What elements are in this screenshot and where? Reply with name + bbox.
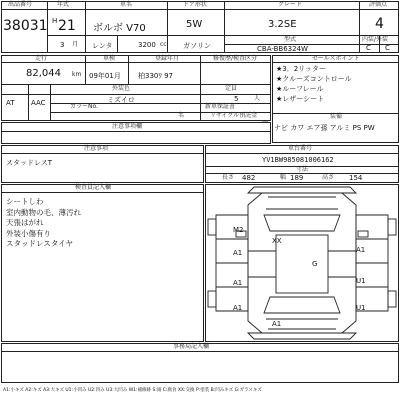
sales-point-item: ★クルーズコントロール <box>276 75 352 83</box>
make-label: 車名 <box>120 1 133 8</box>
interior-exterior-label: 内装/外装 <box>362 36 389 43</box>
model-year: 21 <box>58 18 76 34</box>
exterior-color: ミズイロ <box>107 96 135 104</box>
inspector-notes-list <box>6 197 81 250</box>
notice-text: スタッドレスT <box>6 159 53 167</box>
inspection-date: 09年01月 <box>89 72 121 80</box>
sales-point-item: ★ルーフレール <box>276 85 324 93</box>
damage-mark: A1 <box>356 246 366 254</box>
equipment-label: 装備 <box>330 113 343 120</box>
usage-type: レンタ <box>92 42 113 50</box>
auction-score: 4 <box>375 16 384 32</box>
notice-label: 注意事項 <box>84 145 109 152</box>
capacity-unit: 人 <box>254 95 261 102</box>
model-code: CBA-BB6324W <box>257 45 308 53</box>
equipment-list: ナビ カワ エア孫 アルミ PS PW <box>274 124 375 132</box>
sales-point-item: ★レザーシート <box>276 95 325 103</box>
recycle-label: リサイクル預託金 <box>210 112 258 119</box>
inspection-label: 車検 <box>103 55 116 62</box>
length-value: 482 <box>242 174 256 182</box>
length-label: 長さ <box>222 174 235 181</box>
sales-points-label: セールスポイント <box>312 55 360 62</box>
new-car-label: 新車保証書 <box>205 103 236 110</box>
capacity-value: 5 <box>234 95 239 103</box>
mileage-label: 走行 <box>35 55 48 62</box>
model-code-label: 型式 <box>284 36 297 43</box>
lot-number: 38031 <box>3 18 48 34</box>
displacement: 3200 <box>138 41 156 49</box>
exterior-grade: C <box>385 44 390 52</box>
score-label: 評価点 <box>369 1 388 8</box>
owner-memo-label: 注意事項欄 <box>112 123 143 130</box>
height-value: 154 <box>349 174 363 182</box>
mileage-unit: km <box>72 71 82 78</box>
registration-plate: 柏330ﾜ 97 <box>138 72 173 80</box>
capacity-label: 定員 <box>225 85 238 92</box>
damage-mark: U1 <box>356 277 366 285</box>
chassis-label: 車台番号 <box>288 145 313 152</box>
damage-mark: U1 <box>356 304 366 312</box>
registration-label: 登録年月 <box>155 55 180 62</box>
damage-mark: XX <box>272 237 282 245</box>
car-diagram <box>206 185 398 341</box>
damage-legend: A1:小キズ A2:キズ A3:大キズ U1:小凹み U2:凹み U3:大凹み W1:補修跡 S:錆 C:腐食 XX:交換 P:塗装 B:凹みキズ G:ガラスキズ <box>3 388 262 393</box>
interior-grade: C <box>366 44 371 52</box>
damage-mark: M2 <box>233 226 244 234</box>
model-month: 3 <box>60 41 65 49</box>
inspector-note: 外装小傷有り <box>6 228 51 238</box>
chassis-number: YV1BW985081006162 <box>262 156 334 164</box>
dimensions-label: 寸法 <box>296 166 309 173</box>
color-no-label: カラーNo. <box>70 103 98 110</box>
damage-mark: A1 <box>233 279 243 287</box>
mileage-value: 82,044 <box>26 68 61 79</box>
office-label: 事務局記入欄 <box>173 343 210 350</box>
displacement-unit: cc <box>160 41 167 48</box>
inspector-label: 検査員記入欄 <box>75 184 112 191</box>
grade-label: グレード <box>278 1 303 8</box>
inspector-note: 天張はがれ <box>6 218 44 227</box>
sales-point-item: ★3．2リッター <box>276 65 326 73</box>
door-type: 5W <box>186 19 203 30</box>
shift-type: AT <box>6 99 15 107</box>
fuel-type: ガソリン <box>183 42 211 50</box>
height-label: 高さ <box>322 174 335 181</box>
damage-mark: A1 <box>272 320 282 328</box>
year-label: 年式 <box>57 1 70 8</box>
inspector-note: 室内動物の毛、薄汚れ <box>6 207 81 217</box>
width-value: 189 <box>290 174 304 182</box>
ac-type: AAC <box>31 99 46 107</box>
exterior-color-label: 外装色 <box>112 85 131 92</box>
width-label: 幅 <box>280 174 287 181</box>
era-prefix: H <box>52 17 58 25</box>
month-unit: 月 <box>72 41 79 48</box>
damage-mark: A1 <box>233 304 243 312</box>
lot-label: 出品番号 <box>8 1 33 8</box>
inspector-note: スタッドレスタイヤ <box>6 239 74 248</box>
inspector-note: シートしわ <box>6 197 44 206</box>
grade: 3.2SE <box>268 19 297 30</box>
history-label: 修復歴/検査区分 <box>213 55 258 62</box>
damage-mark: G <box>312 260 318 268</box>
make-model: ボルボ V70 <box>93 23 146 34</box>
door-label: ドア形状 <box>183 1 207 8</box>
sales-points-list <box>276 64 352 104</box>
damage-mark: A1 <box>233 249 243 257</box>
kikai-unit: 名 <box>178 112 185 119</box>
